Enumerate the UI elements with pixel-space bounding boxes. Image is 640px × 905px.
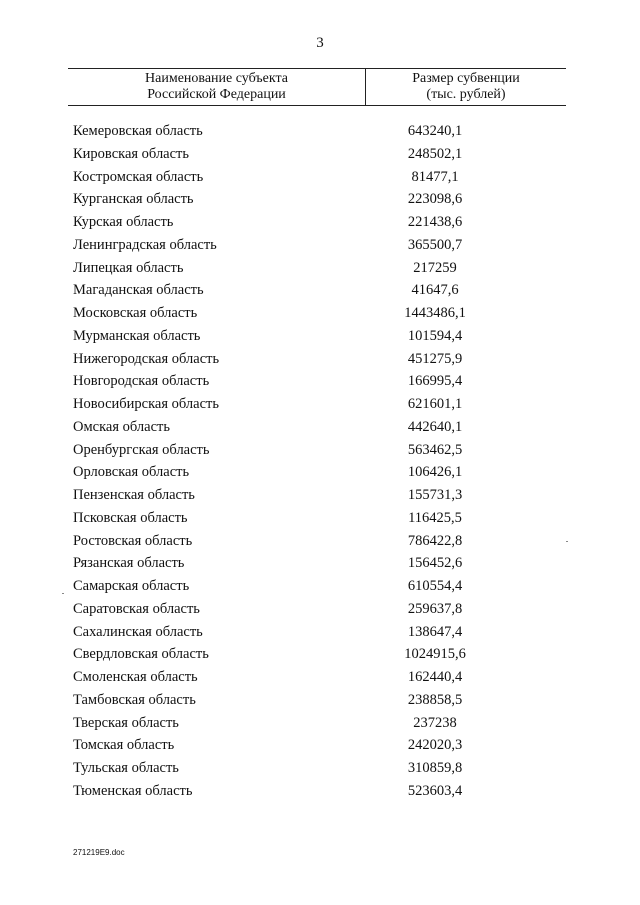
subvention-amount: 41647,6 [411, 282, 459, 299]
header-region-name-line1: Наименование субъекта [145, 71, 288, 86]
subvention-amount: 116425,5 [408, 509, 462, 526]
table-row [73, 370, 543, 393]
subvention-amount: 162440,4 [407, 669, 463, 685]
region-name: Московская область [73, 305, 198, 321]
region-name: Свердловская область [73, 646, 209, 663]
subvention-amount: 242020,3 [407, 737, 463, 754]
region-name: Мурманская область [73, 327, 201, 344]
subvention-amount: 221438,6 [407, 214, 463, 230]
region-name: Костромская область [73, 168, 204, 185]
region-name: Курская область [73, 214, 174, 230]
table-row [73, 598, 543, 621]
table-row [73, 279, 543, 302]
subvention-amount: 310859,8 [407, 760, 463, 776]
subvention-amount: 1443486,1 [404, 305, 466, 321]
subvention-amount: 563462,5 [407, 441, 463, 458]
table-row [73, 621, 543, 644]
subvention-amount: 138647,4 [407, 623, 463, 640]
table-row [73, 689, 543, 712]
table-row [73, 348, 543, 371]
region-name: Саратовская область [73, 600, 200, 617]
region-name: Самарская область [73, 578, 190, 594]
table-row [73, 166, 543, 189]
table-row [73, 757, 543, 780]
header-amount-line2: (тыс. рублей) [426, 87, 506, 102]
table-row [73, 120, 543, 143]
document-code: 271219E9.doc [73, 848, 125, 857]
region-name: Кировская область [73, 145, 190, 162]
table-row [73, 302, 543, 325]
scan-speck [566, 541, 568, 542]
table-row [73, 712, 543, 735]
table-row [73, 734, 543, 757]
table-row [73, 393, 543, 416]
region-name: Рязанская область [73, 555, 185, 572]
region-name: Смоленская область [73, 669, 198, 685]
region-name: Новосибирская область [73, 396, 219, 412]
table-row [73, 234, 543, 257]
subvention-amount: 523603,4 [407, 782, 463, 799]
table-body [73, 120, 543, 803]
table-row [73, 780, 543, 803]
table-row [73, 416, 543, 439]
subvention-amount: 155731,3 [407, 487, 463, 503]
subvention-amount: 101594,4 [407, 327, 463, 344]
region-name: Тверская область [73, 714, 179, 731]
subvention-amount: 451275,9 [407, 350, 463, 367]
region-name: Ростовская область [73, 532, 193, 549]
region-name: Курганская область [73, 191, 194, 208]
subvention-amount: 621601,1 [407, 396, 463, 412]
header-amount-line1: Размер субвенции [412, 71, 520, 86]
subvention-amount: 786422,8 [407, 532, 463, 549]
region-name: Орловская область [73, 464, 190, 481]
subvention-amount: 259637,8 [407, 600, 463, 617]
subvention-amount: 248502,1 [407, 145, 463, 162]
table-row [73, 188, 543, 211]
region-name: Магаданская область [73, 282, 204, 299]
table-row [73, 575, 543, 598]
region-name: Томская область [73, 737, 175, 754]
subvention-amount: 81477,1 [411, 168, 459, 185]
region-name: Тюменская область [73, 782, 193, 799]
subvention-amount: 223098,6 [407, 191, 463, 208]
table-row [73, 643, 543, 666]
region-name: Ленинградская область [73, 236, 217, 253]
header-region-name [68, 71, 365, 103]
table-row [73, 461, 543, 484]
subvention-amount: 217259 [413, 259, 457, 276]
subvention-amount: 610554,4 [407, 578, 463, 594]
subvention-amount: 166995,4 [407, 373, 463, 390]
page-number: 3 [316, 35, 324, 51]
table-row [73, 257, 543, 280]
table-row [73, 143, 543, 166]
region-name: Липецкая область [73, 259, 184, 276]
region-name: Пензенская область [73, 487, 195, 503]
region-name: Тамбовская область [73, 691, 196, 708]
subvention-amount: 365500,7 [407, 236, 463, 253]
region-name: Тульская область [73, 760, 179, 776]
subvention-amount: 1024915,6 [404, 646, 466, 663]
region-name: Псковская область [73, 509, 188, 526]
region-name: Омская область [73, 418, 170, 435]
subvention-amount: 106426,1 [407, 464, 463, 481]
region-name: Сахалинская область [73, 623, 203, 640]
subvention-amount: 442640,1 [407, 418, 463, 435]
region-name: Новгородская область [73, 373, 210, 390]
region-name: Нижегородская область [73, 350, 220, 367]
scan-speck [62, 593, 64, 594]
table-row [73, 666, 543, 689]
table-header [68, 68, 566, 106]
header-subvention-amount [366, 71, 566, 103]
table-row [73, 530, 543, 553]
subvention-amount: 156452,6 [407, 555, 463, 572]
subvention-amount: 643240,1 [407, 123, 463, 139]
table-row [73, 325, 543, 348]
table-row [73, 507, 543, 530]
subvention-amount: 237238 [413, 714, 457, 731]
table-row [73, 552, 543, 575]
table-row [73, 439, 543, 462]
table-row [73, 484, 543, 507]
subvention-amount: 238858,5 [407, 691, 463, 708]
subvention-table-header [68, 68, 566, 106]
region-name: Оренбургская область [73, 441, 210, 458]
region-name: Кемеровская область [73, 123, 203, 139]
header-region-name-line2: Российской Федерации [147, 87, 286, 102]
table-row [73, 211, 543, 234]
